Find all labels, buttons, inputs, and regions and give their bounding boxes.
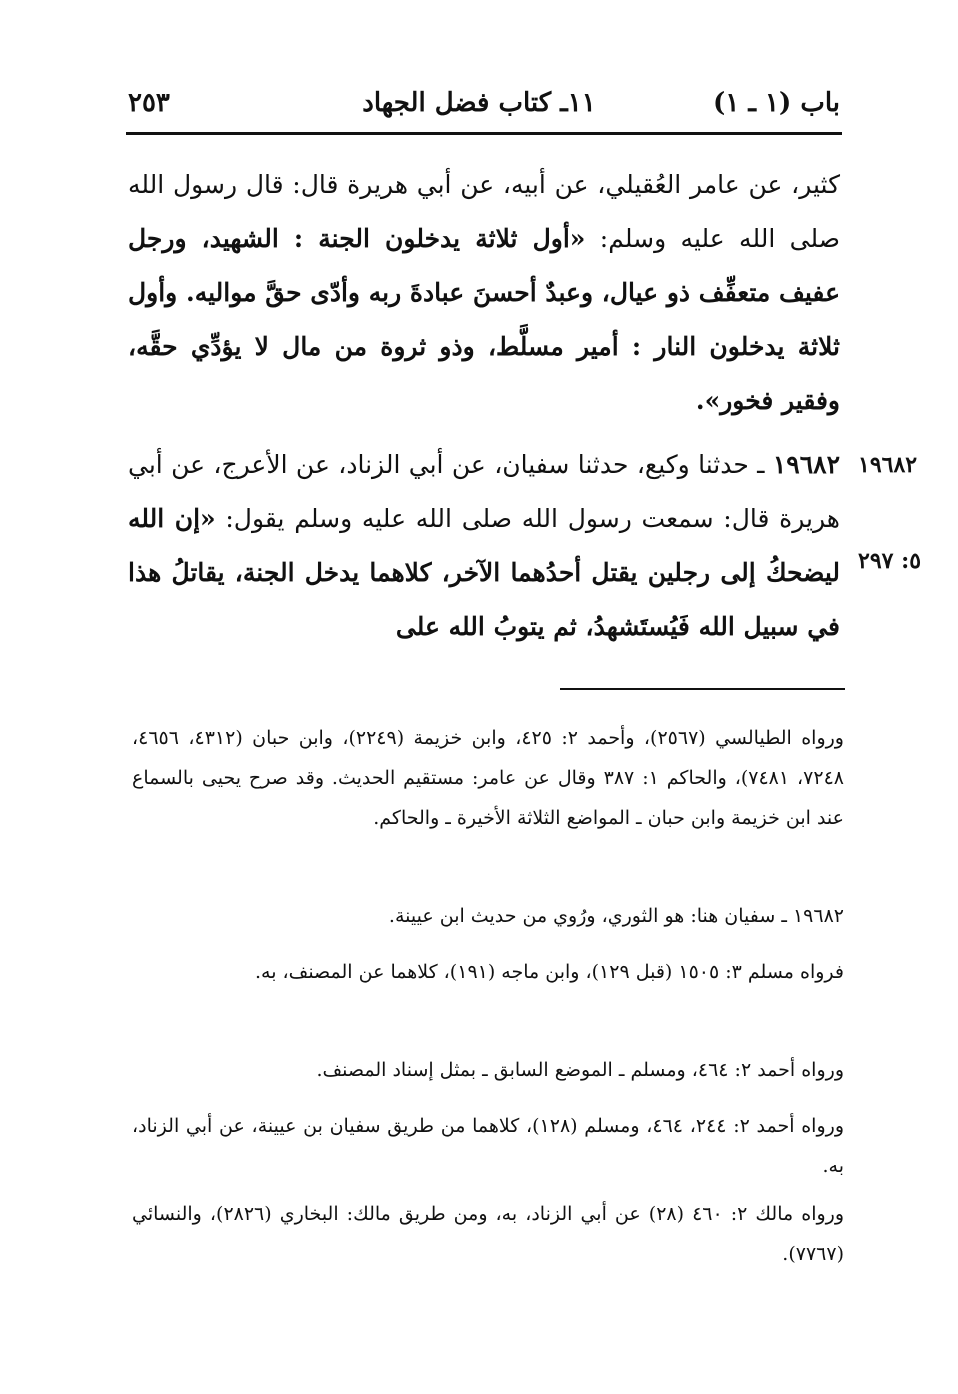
hadith-paragraph	[128, 438, 840, 654]
chapter-reference: باب (١ ـ ١)	[713, 88, 840, 118]
hadith-block	[128, 438, 840, 654]
hadith-number: ١٩٦٨٢	[772, 450, 840, 479]
isnad-text: ـ حدثنا وكيع، حدثنا سفيان، عن أبي الزناد، عن الأعرج، عن أبي هريرة قال: سمعت رسول الله صلى الله عليه وسلم يقول:	[128, 450, 840, 533]
page-number: ٢٥٣	[128, 88, 170, 118]
margin-volume-page-ref: ٥: ٢٩٧	[858, 548, 922, 574]
footnote-paragraph: ورواه مالك ٢: ٤٦٠ (٢٨) عن أبي الزناد، به، ومن طريق مالك: البخاري (٢٨٢٦)، والنسائي (٧٧٦٧).	[132, 1203, 844, 1265]
hadith-text: «أول ثلاثة يدخلون الجنة : الشهيد، ورجل عفيف متعفِّف ذو عيال، وعبدٌ أحسنَ عبادةَ ربه وأدّى حقَّ مواليه. وأول ثلاثة يدخلون النار : أمير مسلَّط، وذو ثروة من مال لا يؤدِّي حقَّه، وفقير فخور».	[128, 224, 840, 415]
book-title: ١١ـ كتاب فضل الجهاد	[362, 88, 596, 118]
footnote-separator	[560, 688, 845, 690]
footnote-paragraph: ١٩٦٨٢ ـ سفيان هنا: هو الثوري، ورُوي من حديث ابن عيينة.	[388, 905, 844, 927]
hadith-paragraph	[128, 158, 840, 428]
isnad-text: كثير، عن عامر العُقيلي، عن أبيه، عن أبي هريرة قال: قال رسول الله صلى الله عليه وسلم:	[128, 170, 841, 253]
footnote-paragraph: ورواه أحمد ٢: ٤٦٤، ومسلم ـ الموضع السابق ـ بمثل إسناد المصنف.	[316, 1059, 844, 1081]
hadith-block-continued	[128, 158, 840, 428]
footnote-paragraph: ورواه أحمد ٢: ٢٤٤، ٤٦٤، ومسلم (١٢٨)، كلاهما من طريق سفيان بن عيينة، عن أبي الزناد، به.	[132, 1115, 844, 1177]
hadith-text: «إن الله ليضحكُ إلى رجلين يقتل أحدُهما الآخر، كلاهما يدخل الجنة، يقاتلُ هذا في سبيل الله فَيُستَشهدُ، ثم يتوبُ الله على	[128, 504, 840, 641]
footnote-paragraph: فرواه مسلم ٣: ١٥٠٥ (قبل ١٢٩)، وابن ماجه (١٩١)، كلاهما عن المصنف، به.	[254, 961, 844, 983]
margin-hadith-number: ١٩٦٨٢	[858, 452, 918, 478]
header-rule	[126, 132, 842, 135]
footnote-paragraph: ورواه الطيالسي (٢٥٦٧)، وأحمد ٢: ٤٢٥، وابن خزيمة (٢٢٤٩)، وابن حبان (٤٣١٢، ٤٦٥٦، ٧٢٤٨، ٧٤٨١)، والحاكم ١: ٣٨٧ وقال عن عامر: مستقيم الحديث. وقد صرح يحيى بالسماع عند ابن خزيمة وابن حبان ـ المواضع الثلاثة الأخيرة ـ والحاكم.	[132, 727, 844, 829]
